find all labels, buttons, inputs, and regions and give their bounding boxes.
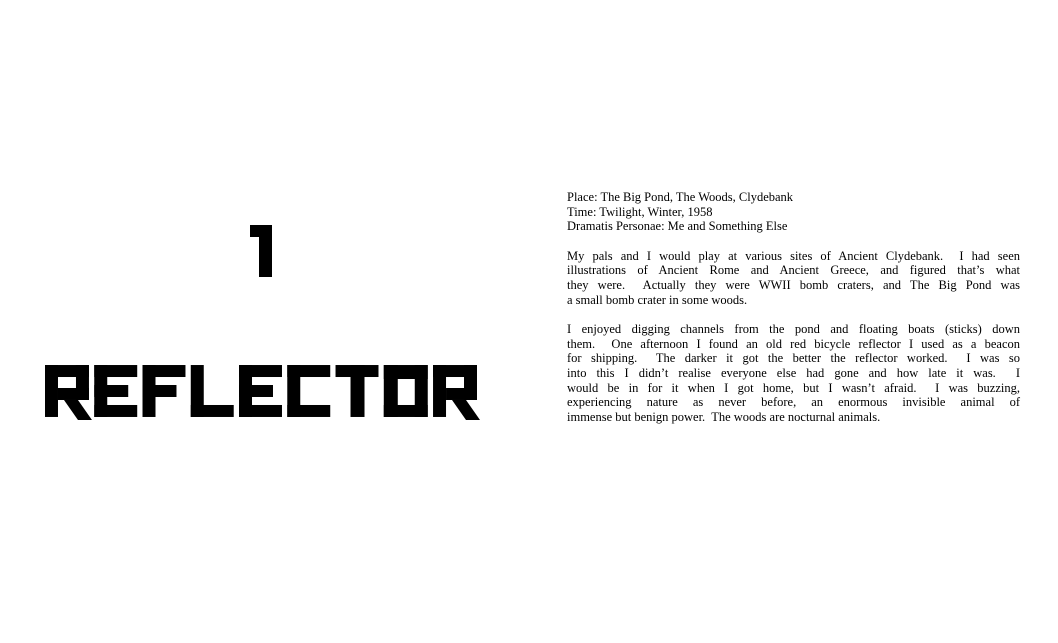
scene-place-line: Place: The Big Pond, The Woods, Clydebank: [567, 190, 794, 204]
paragraph-line: they were. Actually they were WWII bomb craters, and The Big Pond was: [567, 277, 1020, 292]
story-paragraph-1: [567, 249, 1020, 307]
paragraph-line: into this I didn’t realise everyone else had gone and how late it was. I: [567, 365, 1020, 380]
paragraph-line: immense but benign power. The woods are nocturnal animals.: [567, 409, 881, 424]
scene-dramatis-personae-line: Dramatis Personae: Me and Something Else: [567, 219, 788, 234]
paragraph-line: My pals and I would play at various sites of Ancient Clydebank. I had seen: [567, 248, 1020, 263]
scene-heading: [567, 190, 1020, 234]
paragraph-line: a small bomb crater in some woods.: [567, 292, 748, 307]
chapter-title: [45, 365, 477, 417]
paragraph-line: I enjoyed digging channels from the pond and floating boats (sticks) down: [567, 322, 1020, 337]
story-paragraph-2: [567, 322, 1020, 424]
chapter-text-page: [529, 0, 1058, 643]
paragraph-line: illustrations of Ancient Rome and Ancient Greece, and figured that’s what: [567, 263, 1020, 278]
scene-time-line: Time: Twilight, Winter, 1958: [567, 204, 713, 219]
paragraph-line: experiencing nature as never before, an enormous invisible animal of: [567, 395, 1020, 410]
paragraph-line: for shipping. The darker it got the better the reflector worked. I was so: [567, 351, 1020, 366]
text-column: [567, 190, 1020, 424]
paragraph-line: them. One afternoon I found an old red bicycle reflector I used as a beacon: [567, 336, 1020, 351]
chapter-number: [250, 225, 272, 277]
paragraph-line: would be in for it when I got home, but I wasn’t afraid. I was buzzing,: [567, 380, 1020, 395]
